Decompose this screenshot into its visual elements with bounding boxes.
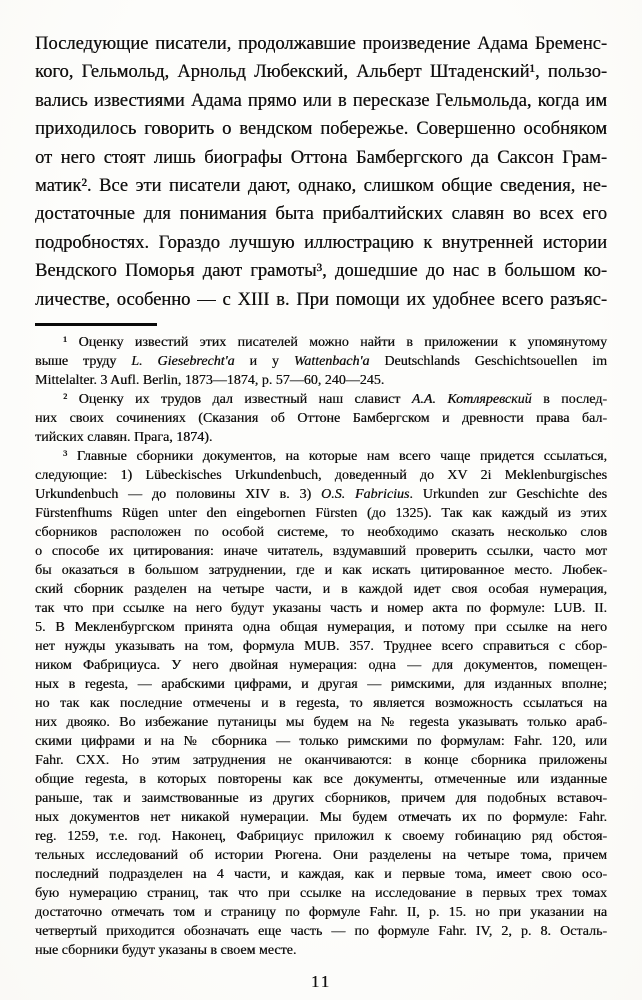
footnote-line: них своих сочинениях (Сказания об Оттоне Бамбергском и древности права бал- <box>35 411 607 427</box>
footnote-line: выше труду L. Giesebrecht'a и у Wattenbach'a Deutschlands Geschichtsouellen im <box>35 354 608 370</box>
footnote-line: ский сборник разделен на четыре части, и в каждой идет своя особая нумерация, <box>35 582 607 598</box>
footnote-line: Fahr. CXX. Но этим затруднения не оканчиваются: в конце сборника приложены <box>35 753 607 769</box>
footnote-line: так что при ссылке на него будут указаны часть и номер акта по формуле: LUB. II. <box>35 601 607 617</box>
footnote-line: ником Фабрициуса. У него двойная нумерация: одна — для документов, помещен- <box>35 658 607 674</box>
footnote-line: ных в regesta, — арабскими цифрами, и другая — римскими, для изданных вполне; <box>35 677 607 693</box>
footnote-line: последний подразделен на 4 части, и каждая, как и первые тома, имеет свою осо- <box>35 867 607 883</box>
page-number: 11 <box>310 972 332 992</box>
footnote-line: Mittelalter. 3 Aufl. Berlin, 1873—1874, p. 57—60, 240—245. <box>35 373 385 389</box>
body-text <box>35 30 607 314</box>
footnote-line: общие regesta, в которых повторены как все документы, отмеченные или изданные <box>35 772 607 788</box>
footnote-line: о способе их цитирования: иначе читатель, вздумавший проверить ссылки, часто мот <box>35 544 607 560</box>
footnote-line: бы оказаться в большом затруднении, где и как искать цитированное место. Любек- <box>35 563 607 579</box>
footnote-line: Urkundenbuch — до половины XIV в. 3) O.S. Fabricius. Urkunden zur Geschichte des <box>35 487 607 503</box>
footnote-line: ² Оценку их трудов дал известный наш славист А.А. Котляревский в послед- <box>63 392 607 408</box>
text-line: Последующие писатели, продолжавшие произведение Адама Бременс- <box>35 34 607 54</box>
footnote-separator <box>35 323 157 326</box>
text-line: кого, Гельмольд, Арнольд Любекский, Альберт Штаденский¹, пользо- <box>35 62 607 83</box>
footnote-line: но так как последние отмечены и в regesta, то является возможность ссылаться на <box>35 696 607 712</box>
footnote-line: четвертый приходится обозначать еще часть — по формуле Fahr. IV, 2, p. 8. Осталь- <box>35 924 607 940</box>
text-line: от него стоят лишь биографы Оттона Бамбергского да Саксон Грам- <box>35 147 607 168</box>
text-line: приходилось говорить о вендском побережье. Совершенно особняком <box>35 119 607 140</box>
footnote-line: ных документов нет никакой нумерации. Мы будем отмечать их по формуле: Fahr. <box>35 810 607 826</box>
text-line: матик². Все эти писатели дают, однако, слишком общие сведения, не- <box>35 176 607 197</box>
text-line: подробностях. Гораздо лучшую иллюстрацию к внутренней истории <box>35 232 607 253</box>
footnote-line: reg. 1259, т.е. год. Наконец, Фабрициус приложил к своему гобинацию ряд обстоя- <box>35 829 607 845</box>
footnote-line: раньше, так и заимствованные из других сборников, причем для подобных вставоч- <box>35 791 607 807</box>
footnote-line: них двояко. Во избежание путаницы мы будем на № regesta указывать только араб- <box>35 715 607 731</box>
footnote-line: ные сборники будут указаны в своем месте. <box>35 943 297 959</box>
footnote-line: ³ Главные сборники документов, на которые нам всего чаще придется ссылаться, <box>63 449 607 465</box>
footnote-line: достаточно отмечать том и страницу по формуле Fahr. II, p. 15. но при указании на <box>35 905 607 921</box>
footnote-line: нет нужды указывать на том, формула MUB. 357. Труднее всего справиться с сбор- <box>35 639 607 655</box>
footnote-line: бую нумерацию страниц, так что при ссылке на исследование в первых трех томах <box>35 886 607 902</box>
footnote-line: тийских славян. Прага, 1874). <box>35 430 213 446</box>
footnote-line: ¹ Оценку известий этих писателей можно найти в приложении к упомянутому <box>63 335 607 351</box>
footnote-line: скими цифрами и на № сборника — только римскими по формулам: Fahr. 120, или <box>35 734 607 750</box>
footnote-line: тельных исследований об истории Рюгена. Они разделены на четыре тома, причем <box>35 848 607 864</box>
footnote-line: Fürstenfhums Rügen unter den eingebornen Fürsten (до 1325). Так как каждый из этих <box>35 506 607 522</box>
text-line: Вендского Поморья дают грамоты³, дошедшие до нас в большом ко- <box>35 261 607 282</box>
text-line: достаточные для понимания быта прибалтийских славян во всех его <box>35 204 607 225</box>
text-line: вались известиями Адама прямо или в пересказе Гельмольда, когда им <box>35 90 607 111</box>
footnote-line: 5. В Мекленбургском принята одна общая нумерация, и потому при ссылке на него <box>35 620 607 636</box>
text-line: личестве, особенно — с XIII в. При помощи их удобнее всего разъяс- <box>35 289 607 310</box>
footnote-line: следующие: 1) Lübeckisches Urkundenbuch, доведенный до XV 2i Meklenburgisches <box>35 468 607 484</box>
footnotes-block <box>35 333 607 960</box>
footnote-line: сборников расположен по особой системе, то необходимо сказать несколько слов <box>35 525 607 541</box>
